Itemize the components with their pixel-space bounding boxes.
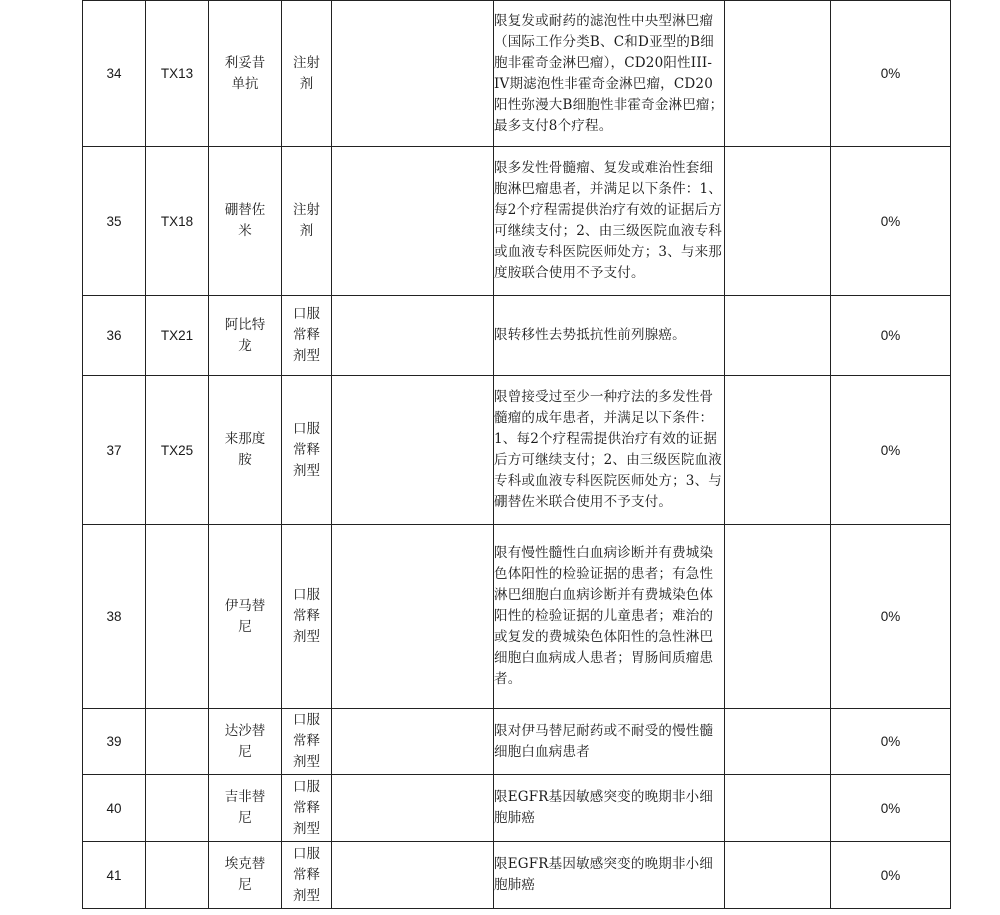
drug-code: TX21 (146, 296, 209, 376)
row-number: 35 (83, 147, 146, 296)
table-row (83, 376, 951, 525)
payment-restriction: 限EGFR基因敏感突变的晚期非小细胞肺癌 (494, 842, 725, 909)
payment-restriction: 限多发性骨髓瘤、复发或难治性套细胞淋巴瘤患者，并满足以下条件：1、每2个疗程需提供治疗有效的证据后方可继续支付；2、由三级医院血液专科或血液专科医院医师处方；3、与来那度胺联合使用不予支付。 (494, 147, 725, 296)
blank-cell (725, 709, 831, 775)
dosage-form: 注射剂 (293, 202, 320, 239)
row-number: 40 (83, 775, 146, 842)
remark-cell (332, 376, 494, 525)
dosage-form: 口服常释剂型 (293, 587, 320, 645)
table-row (83, 147, 951, 296)
self-pay-ratio: 0% (831, 709, 951, 775)
table-row (83, 1, 951, 147)
dosage-form: 口服常释剂型 (293, 712, 320, 770)
row-number: 37 (83, 376, 146, 525)
table-row (83, 525, 951, 709)
table-row (83, 296, 951, 376)
remark-cell (332, 296, 494, 376)
row-number: 38 (83, 525, 146, 709)
remark-cell (332, 1, 494, 147)
payment-restriction: 限复发或耐药的滤泡性中央型淋巴瘤（国际工作分类B、C和D亚型的B细胞非霍奇金淋巴瘤），CD20阳性III-IV期滤泡性非霍奇金淋巴瘤，CD20阳性弥漫大B细胞性非霍奇金淋巴瘤；最多支付8个疗程。 (494, 1, 725, 147)
table-row (83, 709, 951, 775)
drug-name: 吉非替尼 (224, 789, 266, 826)
drug-code: TX18 (146, 147, 209, 296)
self-pay-ratio: 0% (831, 376, 951, 525)
self-pay-ratio: 0% (831, 147, 951, 296)
table-row (83, 775, 951, 842)
drug-code (146, 842, 209, 909)
remark-cell (332, 709, 494, 775)
row-number: 41 (83, 842, 146, 909)
payment-restriction: 限转移性去势抵抗性前列腺癌。 (494, 296, 725, 376)
blank-cell (725, 1, 831, 147)
row-number: 39 (83, 709, 146, 775)
blank-cell (725, 525, 831, 709)
drug-name: 硼替佐米 (224, 202, 266, 239)
blank-cell (725, 376, 831, 525)
self-pay-ratio: 0% (831, 775, 951, 842)
drug-name: 埃克替尼 (224, 856, 266, 893)
payment-restriction: 限曾接受过至少一种疗法的多发性骨髓瘤的成年患者，并满足以下条件：1、每2个疗程需提供治疗有效的证据后方可继续支付；2、由三级医院血液专科或血液专科医院医师处方；3、与硼替佐米联合使用不予支付。 (494, 376, 725, 525)
dosage-form: 注射剂 (293, 54, 320, 92)
dosage-form: 口服常释剂型 (293, 845, 320, 904)
drug-code (146, 775, 209, 842)
drug-name: 阿比特龙 (224, 316, 266, 354)
self-pay-ratio: 0% (831, 525, 951, 709)
payment-restriction: 限对伊马替尼耐药或不耐受的慢性髓细胞白血病患者 (494, 709, 725, 775)
payment-restriction: 限有慢性髓性白血病诊断并有费城染色体阳性的检验证据的患者；有急性淋巴细胞白血病诊断并有费城染色体阳性的检验证据的儿童患者；难治的或复发的费城染色体阳性的急性淋巴细胞白血病成人患者；胃肠间质瘤患者。 (494, 525, 725, 709)
drug-code (146, 709, 209, 775)
dosage-form: 口服常释剂型 (293, 306, 320, 364)
dosage-form: 口服常释剂型 (293, 420, 320, 479)
blank-cell (725, 296, 831, 376)
drug-name: 利妥昔单抗 (224, 54, 266, 92)
row-number: 34 (83, 1, 146, 147)
drug-code (146, 525, 209, 709)
payment-restriction: 限EGFR基因敏感突变的晚期非小细胞肺癌 (494, 775, 725, 842)
drug-name: 达沙替尼 (224, 722, 266, 760)
blank-cell (725, 842, 831, 909)
drug-code: TX25 (146, 376, 209, 525)
blank-cell (725, 775, 831, 842)
blank-cell (725, 147, 831, 296)
self-pay-ratio: 0% (831, 296, 951, 376)
table-row (83, 842, 951, 909)
drug-list-table (82, 0, 951, 909)
drug-name: 伊马替尼 (224, 597, 266, 635)
drug-code: TX13 (146, 1, 209, 147)
drug-name: 来那度胺 (224, 431, 266, 468)
dosage-form: 口服常释剂型 (293, 778, 320, 837)
remark-cell (332, 525, 494, 709)
remark-cell (332, 147, 494, 296)
self-pay-ratio: 0% (831, 1, 951, 147)
self-pay-ratio: 0% (831, 842, 951, 909)
remark-cell (332, 842, 494, 909)
row-number: 36 (83, 296, 146, 376)
remark-cell (332, 775, 494, 842)
